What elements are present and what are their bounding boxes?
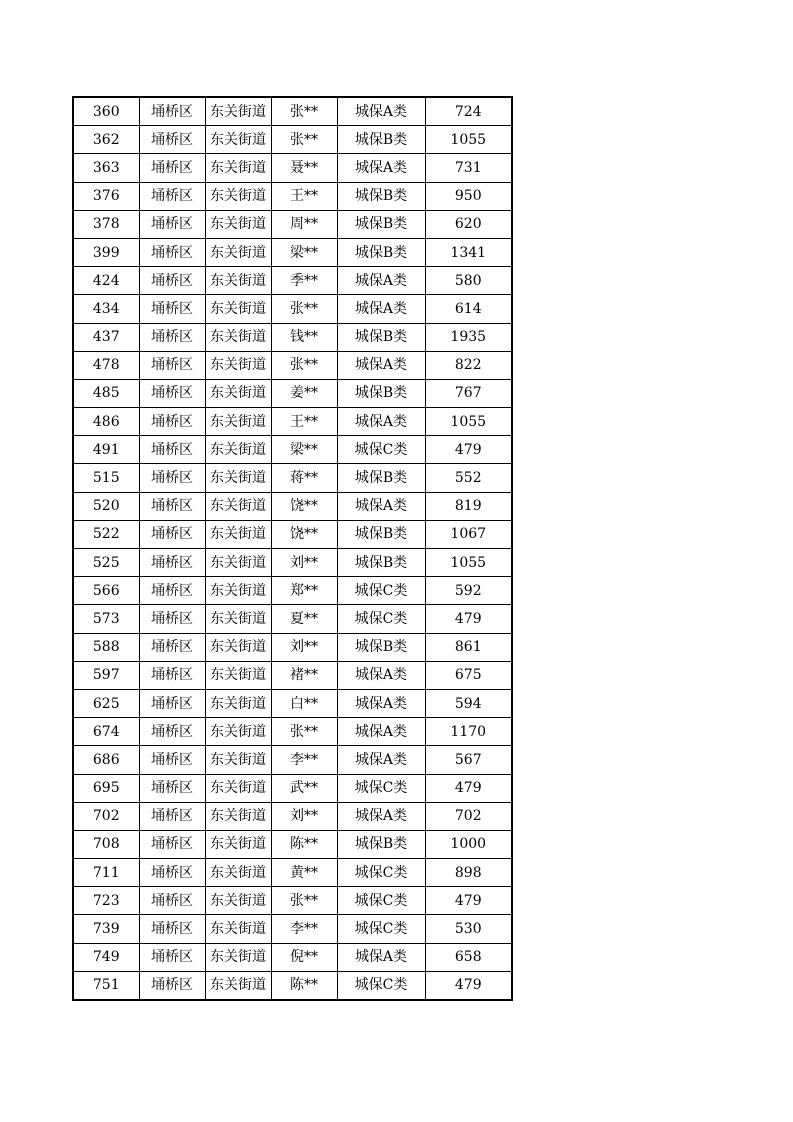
cell-type: 城保B类 <box>337 633 425 661</box>
cell-district: 埇桥区 <box>139 887 205 915</box>
cell-type: 城保C类 <box>337 971 425 1000</box>
table-row <box>73 746 512 774</box>
cell-amount: 1055 <box>425 549 512 577</box>
cell-district: 埇桥区 <box>139 577 205 605</box>
cell-district: 埇桥区 <box>139 718 205 746</box>
cell-street: 东关街道 <box>205 971 271 1000</box>
cell-district: 埇桥区 <box>139 689 205 717</box>
cell-street: 东关街道 <box>205 295 271 323</box>
cell-amount: 479 <box>425 774 512 802</box>
cell-district: 埇桥区 <box>139 520 205 548</box>
cell-street: 东关街道 <box>205 943 271 971</box>
table-row <box>73 97 512 126</box>
cell-type: 城保A类 <box>337 267 425 295</box>
cell-id: 708 <box>73 830 139 858</box>
cell-name: 李** <box>271 915 337 943</box>
cell-street: 东关街道 <box>205 464 271 492</box>
cell-id: 723 <box>73 887 139 915</box>
cell-district: 埇桥区 <box>139 351 205 379</box>
table-row <box>73 323 512 351</box>
cell-district: 埇桥区 <box>139 182 205 210</box>
cell-name: 饶** <box>271 520 337 548</box>
cell-type: 城保A类 <box>337 492 425 520</box>
cell-type: 城保B类 <box>337 520 425 548</box>
cell-district: 埇桥区 <box>139 126 205 154</box>
cell-name: 张** <box>271 351 337 379</box>
cell-street: 东关街道 <box>205 577 271 605</box>
cell-name: 郑** <box>271 577 337 605</box>
cell-district: 埇桥区 <box>139 802 205 830</box>
cell-street: 东关街道 <box>205 915 271 943</box>
cell-name: 陈** <box>271 830 337 858</box>
table-row <box>73 718 512 746</box>
cell-district: 埇桥区 <box>139 436 205 464</box>
cell-type: 城保B类 <box>337 323 425 351</box>
cell-amount: 1341 <box>425 238 512 266</box>
table-row <box>73 351 512 379</box>
cell-type: 城保A类 <box>337 97 425 126</box>
cell-district: 埇桥区 <box>139 859 205 887</box>
cell-name: 姜** <box>271 379 337 407</box>
cell-district: 埇桥区 <box>139 774 205 802</box>
cell-amount: 731 <box>425 154 512 182</box>
cell-id: 751 <box>73 971 139 1000</box>
cell-type: 城保A类 <box>337 718 425 746</box>
cell-type: 城保B类 <box>337 464 425 492</box>
cell-type: 城保A类 <box>337 689 425 717</box>
cell-id: 695 <box>73 774 139 802</box>
cell-id: 378 <box>73 210 139 238</box>
cell-amount: 567 <box>425 746 512 774</box>
cell-id: 520 <box>73 492 139 520</box>
cell-district: 埇桥区 <box>139 379 205 407</box>
cell-amount: 580 <box>425 267 512 295</box>
table-row <box>73 238 512 266</box>
cell-district: 埇桥区 <box>139 210 205 238</box>
cell-name: 饶** <box>271 492 337 520</box>
cell-id: 478 <box>73 351 139 379</box>
cell-amount: 822 <box>425 351 512 379</box>
cell-amount: 552 <box>425 464 512 492</box>
cell-id: 486 <box>73 408 139 436</box>
cell-name: 季** <box>271 267 337 295</box>
cell-street: 东关街道 <box>205 379 271 407</box>
cell-district: 埇桥区 <box>139 605 205 633</box>
cell-amount: 479 <box>425 971 512 1000</box>
cell-district: 埇桥区 <box>139 295 205 323</box>
cell-name: 张** <box>271 126 337 154</box>
cell-street: 东关街道 <box>205 718 271 746</box>
cell-id: 376 <box>73 182 139 210</box>
cell-type: 城保A类 <box>337 746 425 774</box>
table-row <box>73 154 512 182</box>
cell-district: 埇桥区 <box>139 943 205 971</box>
cell-district: 埇桥区 <box>139 408 205 436</box>
cell-amount: 614 <box>425 295 512 323</box>
table-row <box>73 915 512 943</box>
cell-street: 东关街道 <box>205 520 271 548</box>
cell-type: 城保B类 <box>337 182 425 210</box>
cell-name: 钱** <box>271 323 337 351</box>
records-table-body <box>73 97 512 1000</box>
cell-district: 埇桥区 <box>139 661 205 689</box>
cell-name: 倪** <box>271 943 337 971</box>
cell-district: 埇桥区 <box>139 746 205 774</box>
cell-name: 黄** <box>271 859 337 887</box>
cell-name: 梁** <box>271 436 337 464</box>
cell-amount: 702 <box>425 802 512 830</box>
table-row <box>73 689 512 717</box>
cell-district: 埇桥区 <box>139 971 205 1000</box>
cell-street: 东关街道 <box>205 267 271 295</box>
cell-district: 埇桥区 <box>139 830 205 858</box>
cell-name: 李** <box>271 746 337 774</box>
cell-name: 刘** <box>271 549 337 577</box>
cell-id: 566 <box>73 577 139 605</box>
cell-id: 625 <box>73 689 139 717</box>
cell-district: 埇桥区 <box>139 464 205 492</box>
cell-type: 城保C类 <box>337 774 425 802</box>
cell-street: 东关街道 <box>205 887 271 915</box>
cell-district: 埇桥区 <box>139 154 205 182</box>
cell-type: 城保B类 <box>337 379 425 407</box>
cell-street: 东关街道 <box>205 774 271 802</box>
cell-street: 东关街道 <box>205 859 271 887</box>
cell-street: 东关街道 <box>205 154 271 182</box>
cell-street: 东关街道 <box>205 182 271 210</box>
cell-id: 437 <box>73 323 139 351</box>
cell-street: 东关街道 <box>205 605 271 633</box>
table-row <box>73 408 512 436</box>
cell-amount: 950 <box>425 182 512 210</box>
cell-street: 东关街道 <box>205 830 271 858</box>
table-row <box>73 520 512 548</box>
table-row <box>73 549 512 577</box>
cell-district: 埇桥区 <box>139 238 205 266</box>
table-row <box>73 464 512 492</box>
cell-name: 聂** <box>271 154 337 182</box>
table-row <box>73 887 512 915</box>
cell-name: 陈** <box>271 971 337 1000</box>
records-table <box>72 96 513 1001</box>
cell-amount: 620 <box>425 210 512 238</box>
cell-id: 424 <box>73 267 139 295</box>
cell-amount: 1170 <box>425 718 512 746</box>
cell-amount: 594 <box>425 689 512 717</box>
cell-street: 东关街道 <box>205 436 271 464</box>
cell-id: 597 <box>73 661 139 689</box>
cell-name: 张** <box>271 887 337 915</box>
cell-id: 360 <box>73 97 139 126</box>
cell-amount: 479 <box>425 436 512 464</box>
table-row <box>73 210 512 238</box>
cell-amount: 479 <box>425 605 512 633</box>
cell-id: 485 <box>73 379 139 407</box>
cell-id: 363 <box>73 154 139 182</box>
cell-street: 东关街道 <box>205 126 271 154</box>
table-row <box>73 774 512 802</box>
cell-amount: 1067 <box>425 520 512 548</box>
cell-district: 埇桥区 <box>139 633 205 661</box>
table-row <box>73 971 512 1000</box>
cell-amount: 1935 <box>425 323 512 351</box>
cell-id: 573 <box>73 605 139 633</box>
table-row <box>73 661 512 689</box>
cell-street: 东关街道 <box>205 633 271 661</box>
cell-type: 城保A类 <box>337 661 425 689</box>
cell-type: 城保A类 <box>337 408 425 436</box>
cell-amount: 861 <box>425 633 512 661</box>
cell-street: 东关街道 <box>205 492 271 520</box>
cell-id: 588 <box>73 633 139 661</box>
cell-street: 东关街道 <box>205 97 271 126</box>
cell-type: 城保A类 <box>337 802 425 830</box>
cell-name: 张** <box>271 295 337 323</box>
cell-district: 埇桥区 <box>139 492 205 520</box>
cell-street: 东关街道 <box>205 238 271 266</box>
cell-type: 城保A类 <box>337 351 425 379</box>
cell-name: 梁** <box>271 238 337 266</box>
cell-type: 城保B类 <box>337 830 425 858</box>
cell-street: 东关街道 <box>205 351 271 379</box>
cell-street: 东关街道 <box>205 661 271 689</box>
cell-name: 刘** <box>271 633 337 661</box>
cell-name: 刘** <box>271 802 337 830</box>
cell-id: 522 <box>73 520 139 548</box>
cell-type: 城保A类 <box>337 295 425 323</box>
table-row <box>73 802 512 830</box>
cell-id: 434 <box>73 295 139 323</box>
cell-street: 东关街道 <box>205 689 271 717</box>
cell-name: 白** <box>271 689 337 717</box>
table-row <box>73 295 512 323</box>
cell-type: 城保B类 <box>337 238 425 266</box>
cell-id: 399 <box>73 238 139 266</box>
table-row <box>73 182 512 210</box>
cell-name: 张** <box>271 718 337 746</box>
cell-type: 城保B类 <box>337 210 425 238</box>
table-row <box>73 577 512 605</box>
cell-name: 王** <box>271 408 337 436</box>
cell-type: 城保B类 <box>337 126 425 154</box>
table-row <box>73 126 512 154</box>
cell-type: 城保A类 <box>337 943 425 971</box>
cell-type: 城保B类 <box>337 549 425 577</box>
cell-amount: 592 <box>425 577 512 605</box>
cell-type: 城保C类 <box>337 915 425 943</box>
cell-id: 711 <box>73 859 139 887</box>
table-row <box>73 605 512 633</box>
cell-street: 东关街道 <box>205 323 271 351</box>
cell-id: 362 <box>73 126 139 154</box>
cell-district: 埇桥区 <box>139 549 205 577</box>
table-row <box>73 859 512 887</box>
cell-name: 武** <box>271 774 337 802</box>
cell-type: 城保C类 <box>337 887 425 915</box>
table-row <box>73 379 512 407</box>
cell-amount: 1055 <box>425 126 512 154</box>
cell-type: 城保C类 <box>337 577 425 605</box>
cell-amount: 530 <box>425 915 512 943</box>
cell-amount: 819 <box>425 492 512 520</box>
cell-name: 王** <box>271 182 337 210</box>
cell-id: 749 <box>73 943 139 971</box>
cell-id: 674 <box>73 718 139 746</box>
cell-id: 515 <box>73 464 139 492</box>
cell-district: 埇桥区 <box>139 97 205 126</box>
cell-amount: 898 <box>425 859 512 887</box>
cell-name: 周** <box>271 210 337 238</box>
cell-street: 东关街道 <box>205 408 271 436</box>
cell-name: 张** <box>271 97 337 126</box>
table-row <box>73 492 512 520</box>
table-row <box>73 436 512 464</box>
cell-district: 埇桥区 <box>139 915 205 943</box>
cell-street: 东关街道 <box>205 210 271 238</box>
cell-id: 739 <box>73 915 139 943</box>
cell-street: 东关街道 <box>205 549 271 577</box>
cell-type: 城保C类 <box>337 605 425 633</box>
cell-type: 城保C类 <box>337 859 425 887</box>
cell-id: 525 <box>73 549 139 577</box>
table-row <box>73 830 512 858</box>
cell-type: 城保C类 <box>337 436 425 464</box>
cell-street: 东关街道 <box>205 746 271 774</box>
table-row <box>73 267 512 295</box>
cell-amount: 1055 <box>425 408 512 436</box>
cell-amount: 658 <box>425 943 512 971</box>
cell-amount: 724 <box>425 97 512 126</box>
cell-id: 491 <box>73 436 139 464</box>
cell-amount: 1000 <box>425 830 512 858</box>
cell-amount: 479 <box>425 887 512 915</box>
cell-name: 褚** <box>271 661 337 689</box>
cell-name: 蒋** <box>271 464 337 492</box>
cell-id: 686 <box>73 746 139 774</box>
cell-id: 702 <box>73 802 139 830</box>
cell-type: 城保A类 <box>337 154 425 182</box>
cell-street: 东关街道 <box>205 802 271 830</box>
cell-amount: 675 <box>425 661 512 689</box>
cell-district: 埇桥区 <box>139 323 205 351</box>
table-row <box>73 943 512 971</box>
table-row <box>73 633 512 661</box>
cell-amount: 767 <box>425 379 512 407</box>
cell-name: 夏** <box>271 605 337 633</box>
cell-district: 埇桥区 <box>139 267 205 295</box>
